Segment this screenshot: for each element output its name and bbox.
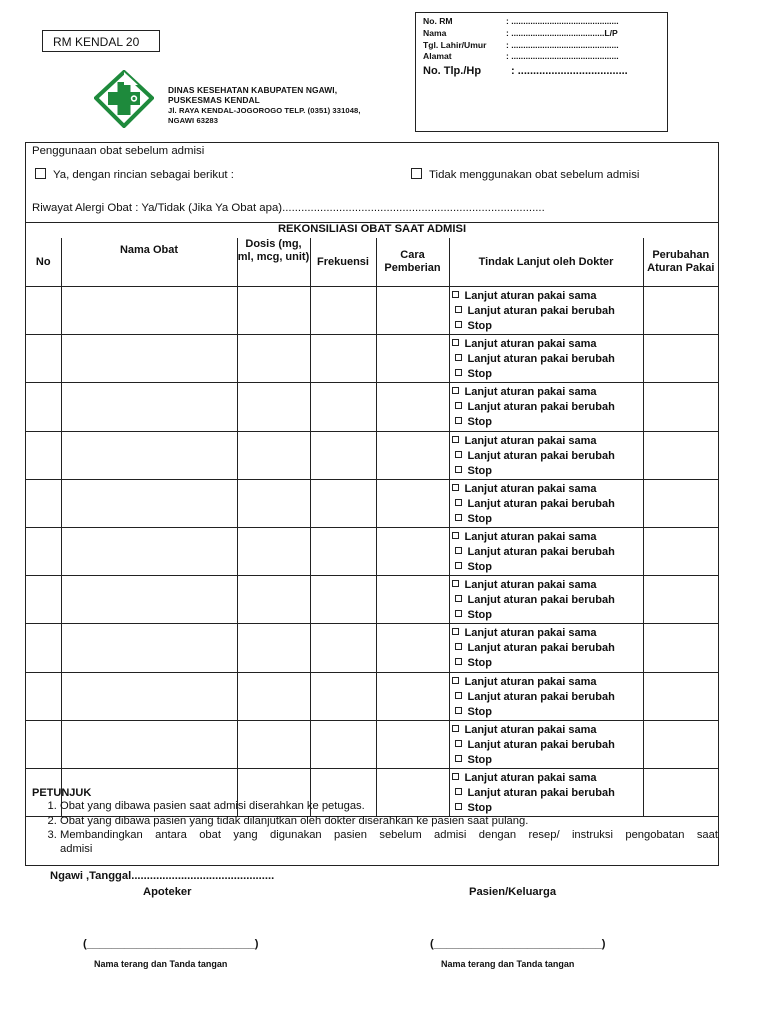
option-stop[interactable] bbox=[452, 560, 643, 575]
petunjuk-item: 2. Obat yang dibawa pasien yang tidak dilanjutkan oleh dokter diserahkan ke pasien saat pulang. bbox=[60, 814, 718, 829]
institution-block bbox=[168, 85, 361, 127]
option-stop[interactable] bbox=[452, 512, 643, 527]
nama-label: Nama bbox=[423, 27, 447, 38]
option-changed[interactable] bbox=[452, 641, 643, 656]
table-cell[interactable] bbox=[237, 479, 310, 527]
petunjuk-title: PETUNJUK bbox=[32, 787, 92, 799]
table-cell[interactable] bbox=[376, 527, 449, 575]
table-row bbox=[26, 672, 718, 720]
option-same[interactable] bbox=[452, 530, 643, 545]
option-changed[interactable] bbox=[452, 690, 643, 705]
table-cell[interactable] bbox=[26, 383, 61, 431]
alamat-row bbox=[423, 51, 667, 63]
no-rm-field[interactable]: : ............................................. bbox=[506, 16, 619, 26]
option-label: Lanjut aturan pakai berubah bbox=[467, 353, 615, 366]
option-changed[interactable] bbox=[452, 593, 643, 608]
checkbox-icon[interactable] bbox=[455, 451, 462, 458]
rm-code-text: RM KENDAL 20 bbox=[53, 35, 140, 49]
option-label: Lanjut aturan pakai sama bbox=[464, 579, 597, 592]
tlp-row bbox=[423, 63, 667, 79]
option-stop[interactable] bbox=[452, 753, 643, 768]
table-row bbox=[26, 624, 718, 672]
col-cara-pemberian: Cara Pemberian bbox=[376, 238, 449, 287]
checkbox-icon[interactable] bbox=[411, 168, 422, 179]
table-cell[interactable] bbox=[643, 335, 718, 383]
option-same[interactable] bbox=[452, 578, 643, 593]
checkbox-icon[interactable] bbox=[452, 484, 459, 491]
tindak-lanjut-cell[interactable] bbox=[449, 720, 643, 768]
table-cell[interactable] bbox=[376, 287, 449, 335]
nama-field[interactable]: : .......................................L/P bbox=[506, 27, 618, 38]
table-cell[interactable] bbox=[61, 624, 237, 672]
checkbox-icon[interactable] bbox=[455, 562, 462, 569]
option-changed[interactable] bbox=[452, 304, 643, 319]
pasien-signature-line[interactable]: (___________________________) bbox=[430, 938, 606, 950]
patient-id-box bbox=[415, 12, 668, 132]
table-cell[interactable] bbox=[237, 720, 310, 768]
option-label: Lanjut aturan pakai berubah bbox=[467, 642, 615, 655]
option-label: Stop bbox=[467, 512, 492, 525]
table-cell[interactable] bbox=[237, 383, 310, 431]
tindak-lanjut-cell[interactable] bbox=[449, 335, 643, 383]
checkbox-icon[interactable] bbox=[455, 354, 462, 361]
checkbox-icon[interactable] bbox=[455, 402, 462, 409]
table-cell[interactable] bbox=[26, 335, 61, 383]
option-same[interactable] bbox=[452, 434, 643, 449]
table-cell[interactable] bbox=[61, 576, 237, 624]
checkbox-icon[interactable] bbox=[455, 692, 462, 699]
pre-admission-title: Penggunaan obat sebelum admisi bbox=[32, 145, 205, 157]
table-row bbox=[26, 576, 718, 624]
pasien-name-caption: Nama terang dan Tanda tangan bbox=[441, 959, 575, 969]
checkbox-icon[interactable] bbox=[455, 755, 462, 762]
table-cell[interactable] bbox=[643, 720, 718, 768]
option-label: Lanjut aturan pakai berubah bbox=[467, 305, 615, 317]
col-tindak-lanjut: Tindak Lanjut oleh Dokter bbox=[449, 238, 643, 287]
option-label: Lanjut aturan pakai sama bbox=[464, 290, 597, 302]
table-cell[interactable] bbox=[643, 576, 718, 624]
option-stop[interactable] bbox=[452, 705, 643, 720]
checkbox-icon[interactable] bbox=[455, 595, 462, 602]
table-cell[interactable] bbox=[310, 383, 376, 431]
table-row bbox=[26, 431, 718, 479]
apoteker-signature-line[interactable]: (___________________________) bbox=[83, 938, 259, 950]
table-cell[interactable] bbox=[310, 527, 376, 575]
table-cell[interactable] bbox=[310, 624, 376, 672]
option-changed[interactable] bbox=[452, 497, 643, 512]
table-cell[interactable] bbox=[237, 624, 310, 672]
institution-address: Jl. RAYA KENDAL-JOGOROGO TELP. (0351) 331048, bbox=[168, 105, 361, 115]
table-cell[interactable] bbox=[643, 672, 718, 720]
table-row bbox=[26, 383, 718, 431]
table-cell[interactable] bbox=[310, 431, 376, 479]
col-dosis: Dosis (mg, ml, mcg, unit) bbox=[237, 238, 310, 287]
table-row bbox=[26, 720, 718, 768]
table-cell[interactable] bbox=[61, 527, 237, 575]
tgl-lahir-field[interactable]: : ............................................. bbox=[506, 39, 619, 50]
checkbox-icon[interactable] bbox=[455, 658, 462, 665]
table-cell[interactable] bbox=[26, 576, 61, 624]
option-label: Stop bbox=[467, 609, 492, 622]
apoteker-name-caption: Nama terang dan Tanda tangan bbox=[94, 959, 228, 969]
table-cell[interactable] bbox=[61, 287, 237, 335]
table-cell[interactable] bbox=[310, 287, 376, 335]
option-label: Stop bbox=[467, 320, 492, 332]
option-label: Lanjut aturan pakai berubah bbox=[467, 449, 615, 462]
table-cell[interactable] bbox=[376, 383, 449, 431]
option-label: Lanjut aturan pakai sama bbox=[464, 771, 597, 784]
option-same[interactable] bbox=[452, 289, 643, 304]
table-cell[interactable] bbox=[237, 672, 310, 720]
checkbox-icon[interactable] bbox=[455, 547, 462, 554]
option-same[interactable] bbox=[452, 482, 643, 497]
table-header-row bbox=[26, 238, 718, 287]
table-cell[interactable] bbox=[26, 479, 61, 527]
petunjuk-item: 1. Obat yang dibawa pasien saat admisi diserahkan ke petugas. bbox=[60, 799, 718, 814]
option-label: Lanjut aturan pakai berubah bbox=[467, 738, 615, 751]
table-cell[interactable] bbox=[237, 576, 310, 624]
table-cell[interactable] bbox=[310, 335, 376, 383]
col-perubahan: Perubahan Aturan Pakai bbox=[643, 238, 718, 287]
checkbox-icon[interactable] bbox=[455, 466, 462, 473]
option-label: Lanjut aturan pakai sama bbox=[464, 723, 597, 736]
table-cell[interactable] bbox=[643, 479, 718, 527]
option-label: Lanjut aturan pakai sama bbox=[464, 530, 597, 543]
petunjuk-section bbox=[32, 787, 718, 856]
option-label: Stop bbox=[467, 657, 492, 670]
apoteker-label: Apoteker bbox=[143, 886, 192, 898]
petunjuk-item-cont: admisi bbox=[60, 842, 93, 855]
option-label: Lanjut aturan pakai sama bbox=[464, 627, 597, 640]
option-stop[interactable] bbox=[452, 319, 643, 334]
checkbox-icon[interactable] bbox=[452, 339, 459, 346]
col-frekuensi: Frekuensi bbox=[310, 238, 376, 287]
table-cell[interactable] bbox=[237, 287, 310, 335]
table-row bbox=[26, 287, 718, 335]
institution-line1: DINAS KESEHATAN KABUPATEN NGAWI, bbox=[168, 85, 338, 95]
pasien-label: Pasien/Keluarga bbox=[469, 886, 557, 898]
table-row bbox=[26, 479, 718, 527]
checkbox-icon[interactable] bbox=[455, 740, 462, 747]
table-cell[interactable] bbox=[643, 287, 718, 335]
table-title: REKONSILIASI OBAT SAAT ADMISI bbox=[277, 223, 467, 235]
table-cell[interactable] bbox=[643, 527, 718, 575]
checkbox-icon[interactable] bbox=[452, 773, 459, 780]
option-label: Stop bbox=[467, 464, 492, 477]
checkbox-icon[interactable] bbox=[455, 514, 462, 521]
option-stop[interactable] bbox=[452, 656, 643, 671]
tgl-lahir-label: Tgl. Lahir/Umur bbox=[423, 39, 487, 50]
tindak-lanjut-cell[interactable] bbox=[449, 576, 643, 624]
tgl-lahir-row bbox=[423, 40, 667, 52]
col-nama-obat: Nama Obat bbox=[61, 238, 237, 287]
checkbox-icon[interactable] bbox=[455, 499, 462, 506]
option-label: Lanjut aturan pakai sama bbox=[464, 482, 597, 495]
checkbox-icon[interactable] bbox=[452, 436, 459, 443]
option-label: Lanjut aturan pakai berubah bbox=[467, 401, 615, 414]
checkbox-icon[interactable] bbox=[455, 369, 462, 376]
checkbox-icon[interactable] bbox=[455, 306, 462, 313]
option-label: Lanjut aturan pakai berubah bbox=[467, 545, 615, 558]
institution-city: NGAWI 63283 bbox=[168, 116, 219, 126]
table-cell[interactable] bbox=[61, 672, 237, 720]
table-cell[interactable] bbox=[61, 431, 237, 479]
option-yes[interactable] bbox=[35, 168, 234, 181]
option-changed[interactable] bbox=[452, 449, 643, 464]
table-cell[interactable] bbox=[26, 287, 61, 335]
col-no: No bbox=[26, 238, 61, 287]
option-label: Stop bbox=[467, 753, 492, 766]
table-cell[interactable] bbox=[643, 383, 718, 431]
option-label: Lanjut aturan pakai sama bbox=[464, 675, 597, 688]
rm-code-box bbox=[42, 30, 160, 52]
checkbox-icon[interactable] bbox=[455, 707, 462, 714]
checkbox-icon[interactable] bbox=[452, 291, 459, 298]
option-label: Lanjut aturan pakai berubah bbox=[467, 497, 615, 510]
option-stop[interactable] bbox=[452, 464, 643, 479]
medication-table bbox=[26, 238, 718, 817]
tindak-lanjut-cell[interactable] bbox=[449, 287, 643, 335]
option-same[interactable] bbox=[452, 771, 643, 786]
table-cell[interactable] bbox=[26, 720, 61, 768]
table-cell[interactable] bbox=[237, 335, 310, 383]
option-changed[interactable] bbox=[452, 738, 643, 753]
checkbox-icon[interactable] bbox=[455, 643, 462, 650]
table-cell[interactable] bbox=[643, 624, 718, 672]
option-changed[interactable] bbox=[452, 352, 643, 367]
table-cell[interactable] bbox=[26, 527, 61, 575]
tindak-lanjut-cell[interactable] bbox=[449, 624, 643, 672]
checkbox-icon[interactable] bbox=[452, 628, 459, 635]
petunjuk-item: 3. Membandingkan antara obat yang digunakan pasien sebelum admisi dengan resep/ instruksi pengobatan saat bbox=[60, 828, 718, 843]
option-yes-label: Ya, dengan rincian sebagai berikut : bbox=[53, 169, 234, 181]
checkbox-icon[interactable] bbox=[455, 610, 462, 617]
table-cell[interactable] bbox=[376, 335, 449, 383]
table-cell[interactable] bbox=[376, 672, 449, 720]
option-label: Lanjut aturan pakai sama bbox=[464, 434, 597, 447]
table-cell[interactable] bbox=[376, 720, 449, 768]
checkbox-icon[interactable] bbox=[455, 417, 462, 424]
option-label: Stop bbox=[467, 801, 492, 814]
tlp-field[interactable]: : .................................... bbox=[511, 65, 628, 78]
puskesmas-logo-icon bbox=[94, 70, 154, 128]
alamat-label: Alamat bbox=[423, 51, 452, 62]
option-label: Lanjut aturan pakai sama bbox=[464, 386, 597, 399]
option-no-label: Tidak menggunakan obat sebelum admisi bbox=[429, 169, 640, 181]
option-same[interactable] bbox=[452, 723, 643, 738]
option-same[interactable] bbox=[452, 626, 643, 641]
alamat-field[interactable]: : ............................................. bbox=[506, 51, 619, 62]
checkbox-icon[interactable] bbox=[452, 725, 459, 732]
option-stop[interactable] bbox=[452, 367, 643, 382]
table-row bbox=[26, 527, 718, 575]
table-cell[interactable] bbox=[26, 624, 61, 672]
option-changed[interactable] bbox=[452, 545, 643, 560]
option-label: Lanjut aturan pakai berubah bbox=[467, 690, 615, 703]
table-cell[interactable] bbox=[376, 624, 449, 672]
option-label: Lanjut aturan pakai berubah bbox=[467, 786, 615, 799]
table-cell[interactable] bbox=[376, 576, 449, 624]
nama-row bbox=[423, 28, 667, 40]
table-cell[interactable] bbox=[376, 479, 449, 527]
table-cell[interactable] bbox=[237, 527, 310, 575]
checkbox-icon[interactable] bbox=[452, 677, 459, 684]
table-cell[interactable] bbox=[376, 431, 449, 479]
table-cell[interactable] bbox=[61, 479, 237, 527]
option-label: Stop bbox=[467, 560, 492, 573]
checkbox-icon[interactable] bbox=[452, 580, 459, 587]
option-same[interactable] bbox=[452, 385, 643, 400]
tindak-lanjut-cell[interactable] bbox=[449, 431, 643, 479]
tindak-lanjut-cell[interactable] bbox=[449, 672, 643, 720]
table-cell[interactable] bbox=[61, 383, 237, 431]
checkbox-icon[interactable] bbox=[455, 321, 462, 328]
no-rm-row bbox=[423, 16, 667, 28]
option-label: Stop bbox=[467, 416, 492, 429]
tlp-label: No. Tlp./Hp bbox=[423, 65, 482, 78]
table-row bbox=[26, 335, 718, 383]
table-cell[interactable] bbox=[643, 431, 718, 479]
option-stop[interactable] bbox=[452, 415, 643, 430]
table-cell[interactable] bbox=[26, 431, 61, 479]
option-same[interactable] bbox=[452, 675, 643, 690]
option-changed[interactable] bbox=[452, 400, 643, 415]
tindak-lanjut-cell[interactable] bbox=[449, 479, 643, 527]
table-cell[interactable] bbox=[310, 672, 376, 720]
checkbox-icon[interactable] bbox=[452, 532, 459, 539]
checkbox-icon[interactable] bbox=[35, 168, 46, 179]
table-cell[interactable] bbox=[237, 431, 310, 479]
table-cell[interactable] bbox=[61, 335, 237, 383]
option-no[interactable] bbox=[411, 168, 639, 181]
reconciliation-form bbox=[25, 142, 719, 866]
allergy-field[interactable]: Riwayat Alergi Obat : Ya/Tidak (Jika Ya Obat apa)................................................................................... bbox=[32, 202, 545, 214]
option-label: Lanjut aturan pakai berubah bbox=[467, 594, 615, 607]
table-cell[interactable] bbox=[310, 720, 376, 768]
place-date-field[interactable]: Ngawi ,Tanggal.............................................. bbox=[50, 870, 275, 882]
option-label: Lanjut aturan pakai sama bbox=[464, 338, 597, 351]
table-cell[interactable] bbox=[26, 672, 61, 720]
option-label: Stop bbox=[467, 368, 492, 381]
option-same[interactable] bbox=[452, 337, 643, 352]
institution-line2: PUSKESMAS KENDAL bbox=[168, 95, 260, 106]
table-cell[interactable] bbox=[61, 720, 237, 768]
tindak-lanjut-cell[interactable] bbox=[449, 383, 643, 431]
table-cell[interactable] bbox=[310, 576, 376, 624]
table-cell[interactable] bbox=[310, 479, 376, 527]
tindak-lanjut-cell[interactable] bbox=[449, 527, 643, 575]
option-stop[interactable] bbox=[452, 608, 643, 623]
no-rm-label: No. RM bbox=[423, 16, 453, 26]
option-label: Stop bbox=[467, 705, 492, 718]
checkbox-icon[interactable] bbox=[452, 387, 459, 394]
